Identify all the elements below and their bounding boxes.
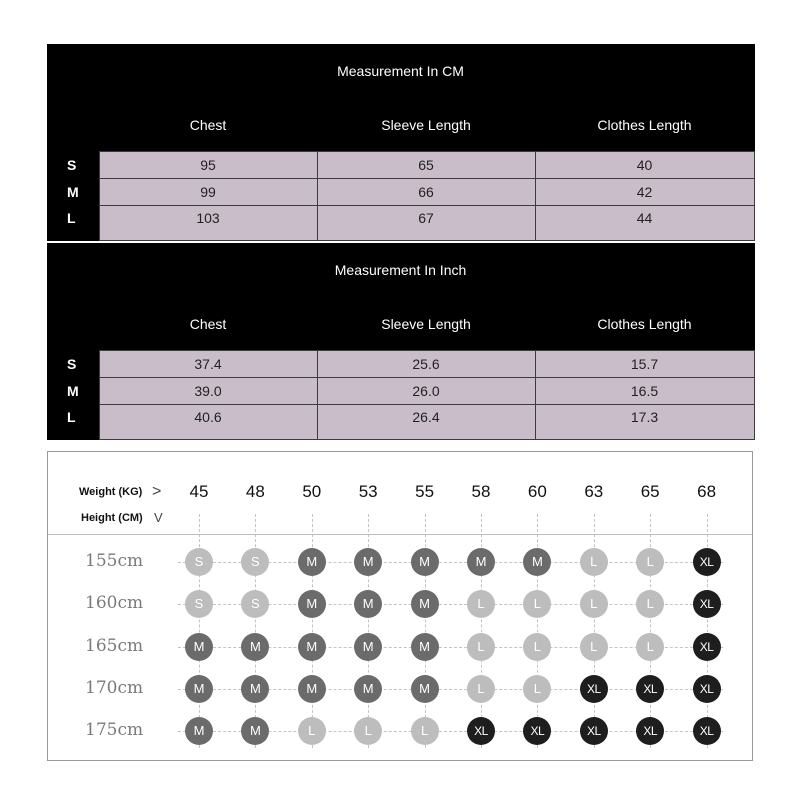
size-label: S	[47, 351, 99, 378]
weight-tick-45: 45	[189, 482, 209, 501]
size-dot-m: M	[241, 675, 269, 703]
size-dot-xl: XL	[693, 548, 721, 576]
height-tick-170cm: 170cm	[85, 677, 144, 698]
inch-sleeve-value: 25.6	[317, 351, 535, 378]
cm-sleeve-value: 67	[317, 206, 535, 241]
weight-tick-48: 48	[245, 482, 265, 501]
size-label: L	[47, 206, 99, 241]
cm-header-chest: Chest	[189, 116, 227, 133]
size-dot-xl: XL	[636, 675, 664, 703]
size-dot-l: L	[411, 717, 439, 745]
weight-tick-58: 58	[471, 482, 491, 501]
size-dot-l: L	[636, 548, 664, 576]
cm-length-value: 44	[535, 206, 754, 241]
size-dot-xl: XL	[580, 675, 608, 703]
size-dot-s: S	[185, 548, 213, 576]
inch-header-sleeve-length: Sleeve Length	[381, 315, 471, 332]
size-dot-l: L	[298, 717, 326, 745]
size-dot-xl: XL	[693, 717, 721, 745]
size-dot-m: M	[298, 633, 326, 661]
size-dot-m: M	[354, 590, 382, 618]
size-dot-s: S	[241, 590, 269, 618]
cm-sleeve-value: 65	[317, 152, 535, 179]
inch-length-value: 17.3	[535, 405, 754, 440]
weight-tick-50: 50	[302, 482, 322, 501]
size-dot-m: M	[354, 675, 382, 703]
height-tick-155cm: 155cm	[85, 551, 144, 571]
size-dot-m: M	[354, 548, 382, 576]
inch-row-s	[47, 351, 754, 378]
size-dot-xl: XL	[523, 717, 551, 745]
size-dot-m: M	[411, 548, 439, 576]
size-dot-l: L	[467, 590, 495, 618]
size-dot-m: M	[185, 717, 213, 745]
inch-sleeve-value: 26.4	[317, 405, 535, 440]
size-label: M	[47, 378, 99, 405]
size-dot-xl: XL	[467, 717, 495, 745]
size-dot-m: M	[411, 675, 439, 703]
size-dot-xl: XL	[693, 590, 721, 618]
height-tick-165cm: 165cm	[85, 635, 144, 656]
size-dot-m: M	[411, 633, 439, 661]
inch-table-title: Measurement In Inch	[334, 262, 467, 278]
inch-measurement-table	[47, 243, 755, 440]
inch-chest-value: 37.4	[99, 351, 317, 378]
size-dot-m: M	[298, 548, 326, 576]
chart-divider	[48, 534, 752, 535]
cm-row-s	[47, 152, 754, 179]
weight-tick-65: 65	[640, 482, 660, 501]
size-dot-m: M	[241, 633, 269, 661]
size-dot-l: L	[580, 590, 608, 618]
size-dot-l: L	[580, 548, 608, 576]
size-dot-l: L	[523, 633, 551, 661]
inch-length-value: 16.5	[535, 378, 754, 405]
size-dot-l: L	[523, 675, 551, 703]
size-dot-l: L	[636, 633, 664, 661]
cm-header-sleeve-length: Sleeve Length	[381, 116, 471, 133]
inch-chest-value: 40.6	[99, 405, 317, 440]
size-dot-xl: XL	[693, 675, 721, 703]
cm-table-title: Measurement In CM	[337, 63, 464, 79]
inch-length-value: 15.7	[535, 351, 754, 378]
cm-chest-value: 103	[99, 206, 317, 241]
size-dot-m: M	[298, 590, 326, 618]
size-dot-xl: XL	[693, 633, 721, 661]
cm-length-value: 40	[535, 152, 754, 179]
height-tick-160cm: 160cm	[85, 593, 144, 614]
size-dot-xl: XL	[636, 717, 664, 745]
inch-row-l	[47, 405, 754, 440]
size-dot-l: L	[467, 675, 495, 703]
inch-chest-value: 39.0	[99, 378, 317, 405]
inch-header-chest: Chest	[189, 315, 227, 332]
size-recommendation-chart	[47, 451, 753, 761]
weight-axis-label: Weight (KG)	[79, 486, 143, 498]
size-dot-m: M	[185, 633, 213, 661]
cm-header-clothes-length: Clothes Length	[597, 116, 692, 133]
cm-chest-value: 99	[99, 179, 317, 206]
size-dot-m: M	[354, 633, 382, 661]
size-dot-l: L	[636, 590, 664, 618]
size-dot-m: M	[523, 548, 551, 576]
inch-row-m	[47, 378, 754, 405]
cm-measurement-table	[47, 44, 755, 241]
size-dot-l: L	[354, 717, 382, 745]
size-dot-xl: XL	[580, 717, 608, 745]
size-dot-m: M	[298, 675, 326, 703]
size-dot-l: L	[523, 590, 551, 618]
size-dot-l: L	[467, 633, 495, 661]
cm-row-m	[47, 179, 754, 206]
cm-chest-value: 95	[99, 152, 317, 179]
height-arrow-icon: V	[154, 510, 163, 525]
weight-tick-53: 53	[358, 482, 378, 501]
inch-sleeve-value: 26.0	[317, 378, 535, 405]
cm-sleeve-value: 66	[317, 179, 535, 206]
height-tick-175cm: 175cm	[85, 720, 144, 741]
weight-tick-55: 55	[415, 482, 435, 501]
size-label: M	[47, 179, 99, 206]
size-dot-l: L	[580, 633, 608, 661]
cm-row-l	[47, 206, 754, 241]
size-dot-m: M	[185, 675, 213, 703]
size-dot-m: M	[241, 717, 269, 745]
weight-tick-63: 63	[584, 482, 604, 501]
weight-arrow-icon: >	[152, 483, 162, 500]
size-label: L	[47, 405, 99, 440]
weight-tick-60: 60	[527, 482, 547, 501]
size-dot-m: M	[411, 590, 439, 618]
size-dot-m: M	[467, 548, 495, 576]
height-axis-label: Height (CM)	[81, 512, 143, 524]
size-dot-s: S	[241, 548, 269, 576]
cm-length-value: 42	[535, 179, 754, 206]
weight-tick-68: 68	[697, 482, 717, 501]
size-label: S	[47, 152, 99, 179]
inch-header-clothes-length: Clothes Length	[597, 315, 692, 332]
size-dot-s: S	[185, 590, 213, 618]
